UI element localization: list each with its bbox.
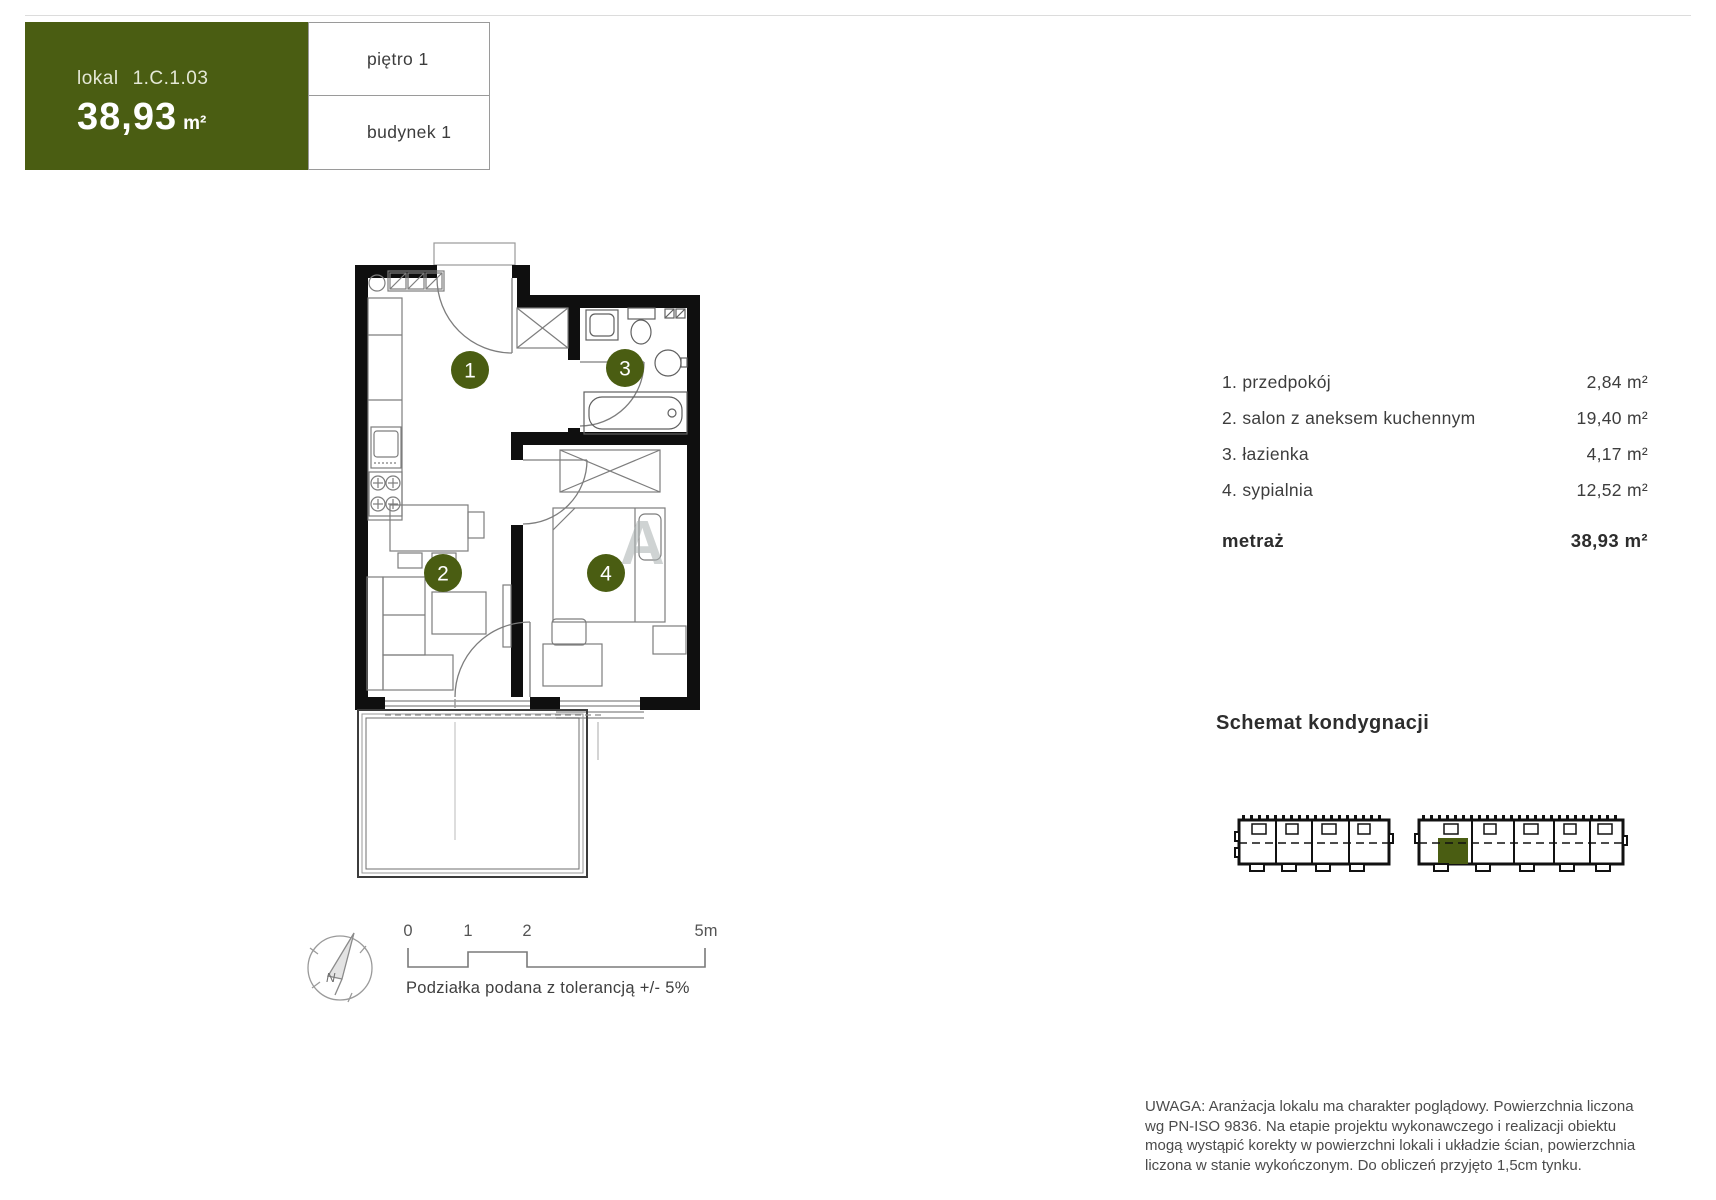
- windows: [385, 699, 644, 718]
- room-name: 3. łazienka: [1222, 443, 1309, 464]
- compass-north-label: N: [326, 970, 336, 985]
- disclaimer-line: liczona w stanie wykończonym. Do obliczeń przyjęto 1,5cm tynku.: [1145, 1156, 1582, 1174]
- scale-tick-0: 0: [403, 922, 413, 940]
- entrance-niche: [434, 243, 515, 265]
- scale-bar: [390, 900, 730, 980]
- scale-tick-5m: 5m: [694, 922, 718, 940]
- desk-chair: [552, 619, 586, 645]
- compass: [296, 922, 388, 1014]
- room-list-item: [1222, 472, 1648, 508]
- entrance-door-arc: [437, 278, 512, 353]
- building-schematic-left: [1234, 810, 1396, 878]
- sofa-chaise: [383, 655, 453, 690]
- scale-tick-2: 2: [522, 922, 532, 940]
- floor-label: piętro 1: [367, 48, 429, 69]
- room-name: 1. przedpokój: [1222, 371, 1331, 392]
- bathtub-icon: [584, 392, 687, 434]
- scale-tick-1: 1: [463, 922, 473, 940]
- sink-icon: [655, 350, 681, 376]
- sofa-back: [367, 577, 383, 690]
- room-badge-1-label: 1: [464, 359, 476, 383]
- room-badge-4-label: 4: [600, 562, 612, 586]
- unit-id-line: [77, 68, 308, 90]
- total-label: metraż: [1222, 530, 1285, 551]
- total-area-row: [1222, 522, 1648, 560]
- lokal-label: lokal: [77, 68, 119, 89]
- disclaimer-line: wg PN-ISO 9836. Na etapie projektu wykonawczego i realizacji obiektu: [1145, 1117, 1617, 1135]
- room-list-item: [1222, 436, 1648, 472]
- kitchen-fittings: [368, 271, 444, 520]
- total-area: 38,93 m²: [1570, 530, 1648, 551]
- coffee-table: [432, 592, 486, 634]
- room-area: 12,52 m²: [1576, 479, 1648, 500]
- floor-cell: [308, 22, 490, 96]
- sofa-seat: [383, 577, 425, 655]
- room-badge-3-label: 3: [619, 357, 631, 381]
- building-schematic-right: [1414, 810, 1630, 878]
- kitchen-counter: [368, 298, 402, 520]
- balcony: [358, 710, 604, 877]
- tv-panel: [503, 585, 511, 647]
- building-label: budynek 1: [367, 122, 452, 142]
- floor-plan-drawing: [340, 240, 820, 890]
- top-divider: [25, 15, 1691, 16]
- disclaimer-line: mogą wystąpić korekty w powierzchni lokali i układzie ścian, powierzchnia: [1145, 1137, 1636, 1154]
- unit-area-unit: m²: [183, 113, 207, 134]
- room-name: 2. salon z aneksem kuchennym: [1222, 407, 1476, 428]
- unit-summary-card: [25, 22, 308, 170]
- hall-wardrobe: [517, 308, 568, 348]
- scale-caption: Podziałka podana z tolerancją +/- 5%: [406, 979, 690, 997]
- disclaimer-line: UWAGA: Aranżacja lokalu ma charakter poglądowy. Powierzchnia liczona: [1145, 1098, 1634, 1115]
- highlighted-unit: [1438, 838, 1468, 864]
- building-cell: [308, 96, 490, 170]
- room-area: 4,17 m²: [1586, 443, 1648, 464]
- room-area: 2,84 m²: [1586, 371, 1648, 392]
- nightstand: [653, 626, 686, 654]
- disclaimer: [1145, 1097, 1690, 1175]
- unit-area-line: [77, 96, 308, 139]
- lokal-number: 1.C.1.03: [132, 68, 209, 89]
- oven-icon: [371, 427, 401, 468]
- schematic-title: Schemat kondygnacji: [1216, 712, 1430, 734]
- room-list-item: [1222, 400, 1648, 436]
- unit-area-value: 38,93: [77, 96, 178, 138]
- room-name: 4. sypialnia: [1222, 479, 1314, 500]
- watermark: A: [620, 509, 673, 578]
- living-room-furniture: [367, 505, 511, 690]
- toilet-icon: [628, 308, 655, 319]
- desk: [543, 644, 602, 686]
- room-area: 19,40 m²: [1576, 407, 1648, 428]
- room-badge-2-label: 2: [437, 562, 449, 586]
- room-list-item: [1222, 364, 1648, 400]
